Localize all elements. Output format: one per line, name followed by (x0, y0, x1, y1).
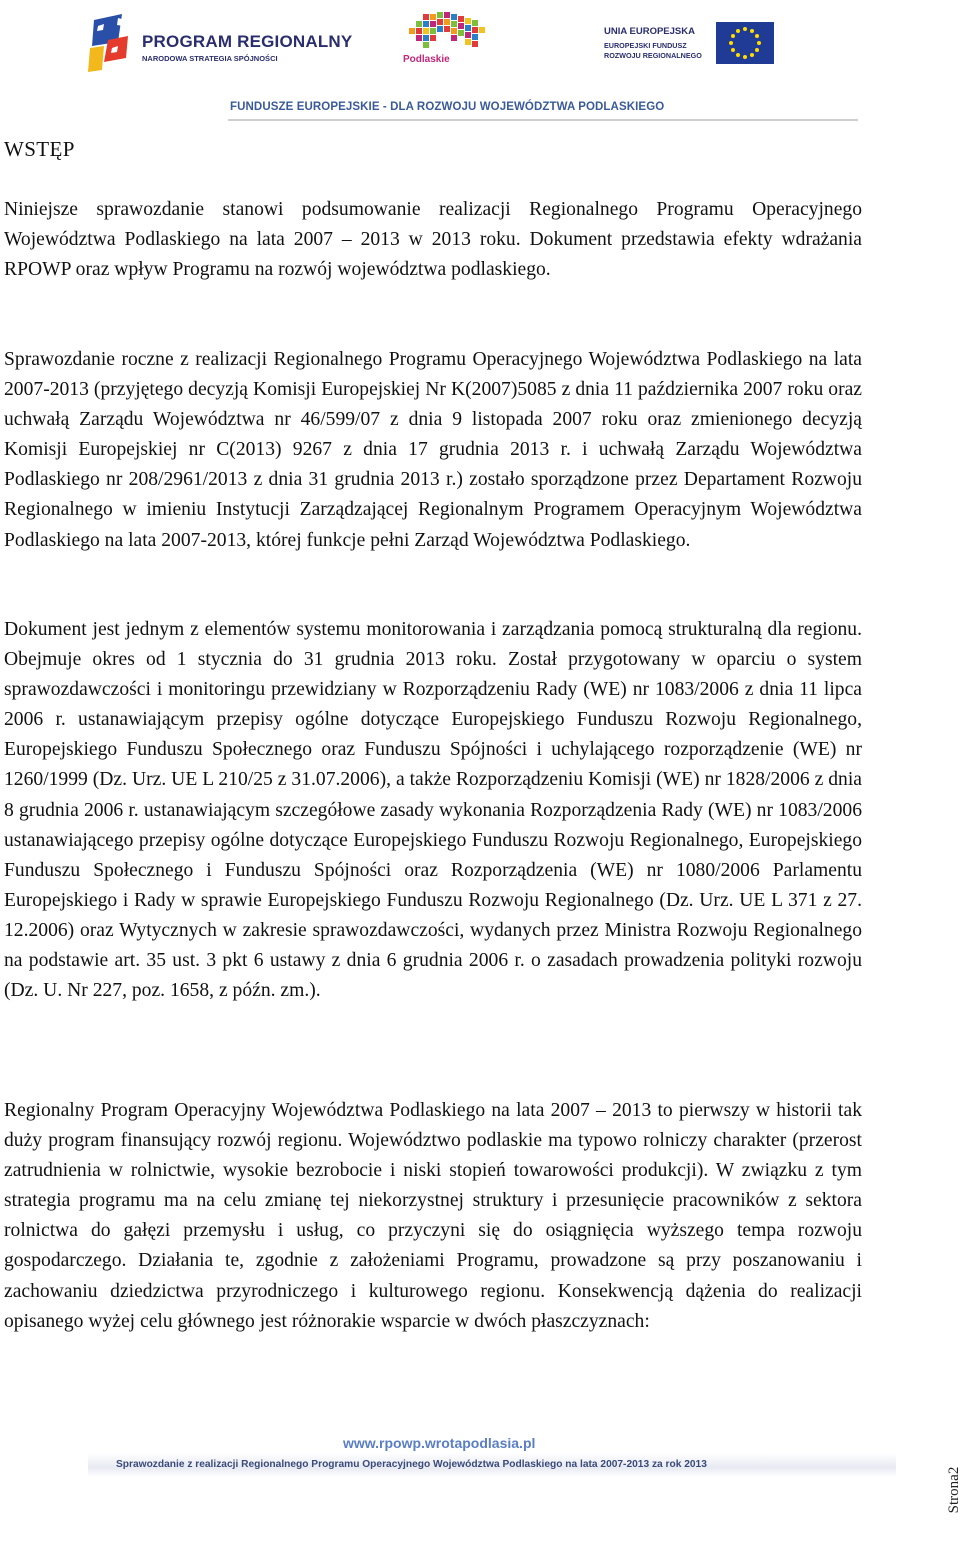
funds-tagline: FUNDUSZE EUROPEJSKIE - DLA ROZWOJU WOJEWÓDZTWA PODLASKIEGO (230, 101, 665, 113)
eu-line3: ROZWOJU REGIONALNEGO (604, 51, 702, 60)
paragraph-program: Regionalny Program Operacyjny Województwa Podlaskiego na lata 2007 – 2013 to pierwszy w historii tak duży program finansujący rozwój regionu. Województwo podlaskie ma typowo rolniczy charakter (przerost zatrudnienia w rolnictwie, wysokie bezrobocie i niski stopień towarowości produkcji). W związku z tym strategia programu ma na celu zmianę tej niekorzystnej struktury i przesunięcie pracowników z sektora rolnictwa do gałęzi przemysłu i usług, co przyczyni się do osiągnięcia wyższego tempa rozwoju gospodarczego. Działania te, zgodnie z założeniami Programu, prowadzone są przy poszanowaniu i zachowaniu dziedzictwa przyrodniczego i kulturowego regionu. Konsekwencją dążenia do realizacji opisanego wyżej celu głównego jest różnorakie wsparcie w dwóch płaszczyznach: (4, 1100, 862, 1332)
page-footer (0, 1418, 960, 1546)
bison-mosaic-icon (393, 10, 503, 54)
eu-line2: EUROPEJSKI FUNDUSZ (604, 41, 687, 50)
footer-url: www.rpowp.wrotapodlasia.pl (343, 1435, 536, 1451)
paragraph-report-basis: Sprawozdanie roczne z realizacji Regionalnego Programu Operacyjnego Województwa Podlaskiego na lata 2007-2013 (przyjętego decyzją Komisji Europejskiej Nr K(2007)5085 z dnia 11 października 2007 roku oraz uchwałą Zarządu Województwa nr 46/599/07 z dnia 9 listopada 2007 roku oraz zmienionego decyzją Komisji Europejskiej nr C(2013) 9267 z dnia 17 grudnia 2013 r. i uchwałą Zarządu Województwa Podlaskiego nr 208/2961/2013 z dnia 31 grudnia 2013 r.) zostało sporządzone przez Departament Rozwoju Regionalnego w imieniu Instytucji Zarządzającej Regionalnym Programem Operacyjnym Województwa Podlaskiego na lata 2007-2013, której funkcje pełni Zarząd Województwa Podlaskiego. (4, 349, 862, 551)
podlaskie-logo (393, 10, 503, 72)
footer-caption: Sprawozdanie z realizacji Regionalnego Programu Operacyjnego Województwa Podlaskiego na lata 2007-2013 za rok 2013 (116, 1459, 707, 1470)
program-subtitle: NARODOWA STRATEGIA SPÓJNOŚCI (142, 54, 278, 63)
eu-logo (604, 22, 774, 66)
podlaskie-label: Podlaskie (403, 54, 450, 65)
header-divider (228, 119, 858, 121)
eu-flag-icon (716, 22, 774, 64)
program-title: PROGRAM REGIONALNY (142, 32, 353, 51)
page-header (0, 0, 960, 125)
paragraph-monitoring: Dokument jest jednym z elementów systemu monitorowania i zarządzania pomocą strukturalną dla regionu. Obejmuje okres od 1 stycznia do 31 grudnia 2013 roku. Został przygotowany w oparciu o system sprawozdawczości i monitoringu przewidziany w Rozporządzeniu Rady (WE) nr 1083/2006 z dnia 11 lipca 2006 r. ustanawiającym przepisy ogólne dotyczące Europejskiego Funduszu Rozwoju Regionalnego, Europejskiego Funduszu Społecznego oraz Funduszu Spójności i uchylającego rozporządzenie (WE) nr 1260/1999 (Dz. Urz. UE L 210/25 z 31.07.2006), a także Rozporządzeniu Komisji (WE) nr 1828/2006 z dnia 8 grudnia 2006 r. ustanawiającym szczegółowe zasady wykonania Rozporządzenia Rady (WE) nr 1083/2006 ustanawiającego przepisy ogólne dotyczące Europejskiego Funduszu Rozwoju Regionalnego, Europejskiego Funduszu Społecznego i Funduszu Spójności oraz Rozporządzenia (WE) nr 1080/2006 Parlamentu Europejskiego i Rady w sprawie Europejskiego Funduszu Rozwoju Regionalnego (Dz. Urz. UE L 371 z 27. 12.2006) oraz Wytycznych w zakresie sprawozdawczości, wydanych przez Ministra Rozwoju Regionalnego na podstawie art. 35 ust. 3 pkt 6 ustawy z dnia 6 grudnia 2006 r. o zasadach prowadzenia polityki rozwoju (Dz. U. Nr 227, poz. 1658, z późn. zm.). (4, 619, 862, 1002)
program-regionalny-emblem-icon (88, 12, 138, 74)
paragraph-intro: Niniejsze sprawozdanie stanowi podsumowanie realizacji Regionalnego Programu Operacyjnego Województwa Podlaskiego na lata 2007 – 2013 w 2013 roku. Dokument przedstawia efekty wdrażania RPOWP oraz wpływ Programu na rozwój województwa podlaskiego. (4, 199, 862, 281)
page-number: Strona2 (946, 1466, 962, 1514)
section-heading: WSTĘP (4, 137, 75, 161)
program-regionalny-logo (88, 12, 353, 74)
eu-line1: UNIA EUROPEJSKA (604, 26, 695, 37)
